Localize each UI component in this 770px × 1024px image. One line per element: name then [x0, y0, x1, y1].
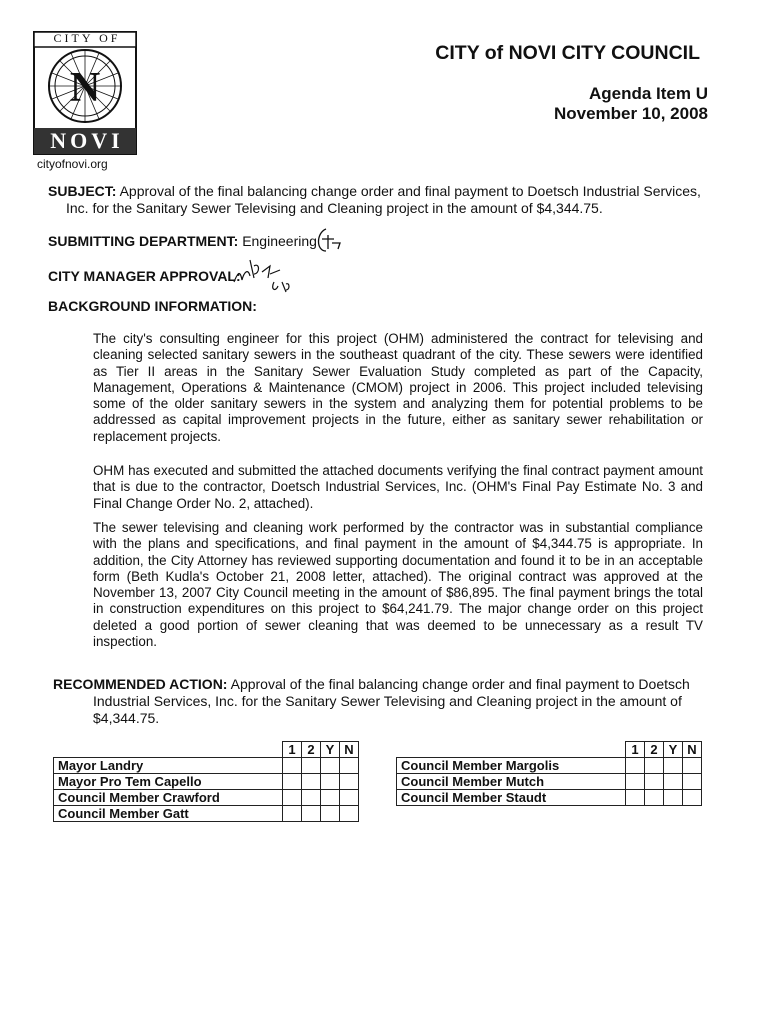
member-name: Council Member Mutch	[397, 774, 626, 790]
logo-text-top: CITY OF	[53, 31, 121, 45]
vote-header-row	[54, 742, 359, 758]
background-paragraph-3: The sewer televising and cleaning work performed by the contractor was in substantial compliance with the plans and specifications, and final payment in the amount of $4,344.75 is appropriate. In addition, the City Attorney has reviewed supporting documentation and found it to be in an acceptable form (Beth Kudla's October 21, 2008 letter, attached). The original contract was approved at the November 13, 2007 City Council meeting in the amount of $86,895. The final payment brings the total in construction expenditures on this project to $64,241.79. The major change order on this project deleted a good portion of sewer cleaning that was deemed to be unnecessary as a result TV inspection.	[93, 520, 703, 650]
agenda-item: Agenda Item U	[588, 84, 708, 103]
recommended-text-3: $4,344.75.	[93, 710, 160, 726]
logo-text-bottom: NOVI	[50, 128, 124, 153]
table-row	[54, 790, 359, 806]
department-label: SUBMITTING DEPARTMENT:	[48, 233, 239, 249]
table-row	[54, 758, 359, 774]
recommended-text-1: Approval of the final balancing change order and final payment to Doetsch	[230, 676, 690, 692]
table-row	[54, 774, 359, 790]
col-2: 2	[302, 742, 321, 758]
col-y: Y	[321, 742, 340, 758]
subject-line	[48, 183, 701, 200]
col-n: N	[340, 742, 359, 758]
col-2: 2	[645, 742, 664, 758]
approval-line	[48, 268, 241, 285]
approval-label: CITY MANAGER APPROVAL:	[48, 268, 241, 284]
member-name: Mayor Pro Tem Capello	[54, 774, 283, 790]
recommended-line	[53, 676, 690, 693]
col-1: 1	[283, 742, 302, 758]
recommended-text-2: Industrial Services, Inc. for the Sanitary Sewer Televising and Cleaning project in the amount of	[93, 693, 682, 709]
department-line	[48, 233, 317, 250]
col-y: Y	[664, 742, 683, 758]
vote-table-right	[396, 741, 702, 806]
department-signature	[312, 225, 348, 255]
col-1: 1	[626, 742, 645, 758]
approval-signature	[230, 252, 292, 298]
vote-table-left	[53, 741, 359, 822]
council-title: CITY of NOVI CITY COUNCIL	[435, 42, 700, 64]
member-name: Council Member Gatt	[54, 806, 283, 822]
subject-text-2: Inc. for the Sanitary Sewer Televising and Cleaning project in the amount of $4,344.75.	[66, 200, 603, 216]
table-row	[54, 806, 359, 822]
member-name: Council Member Margolis	[397, 758, 626, 774]
recommended-label: RECOMMENDED ACTION:	[53, 676, 228, 692]
background-heading: BACKGROUND INFORMATION:	[48, 298, 257, 314]
table-row	[397, 758, 702, 774]
website-url: cityofnovi.org	[37, 157, 108, 171]
background-paragraph-2: OHM has executed and submitted the attached documents verifying the final contract payment amount that is due to the contractor, Doetsch Industrial Services, Inc. (OHM's Final Pay Estimate No. 3 and Final Change Order No. 2, attached).	[93, 463, 703, 511]
member-name: Council Member Crawford	[54, 790, 283, 806]
member-name: Mayor Landry	[54, 758, 283, 774]
table-row	[397, 774, 702, 790]
department-value: Engineering	[242, 233, 317, 249]
vote-header-row	[397, 742, 702, 758]
member-name: Council Member Staudt	[397, 790, 626, 806]
subject-label: SUBJECT:	[48, 183, 117, 199]
meeting-date: November 10, 2008	[553, 104, 708, 123]
subject-text-1: Approval of the final balancing change order and final payment to Doetsch Industrial Services,	[119, 183, 701, 199]
svg-text:N: N	[69, 65, 101, 111]
background-paragraph-1: The city's consulting engineer for this project (OHM) administered the contract for televising and cleaning selected sanitary sewers in the southeast quadrant of the city. These sewers were identified as Tier II areas in the Sanitary Sewer Evaluation Study completed as part of the Capacity, Management, Operations & Maintenance (CMOM) project in 2006. This project included televising some of the older sanitary sewers in the system and analyzing them for potential problems to be addressed as capital improvement projects in the future, either as sanitary sewer rehabilitation or replacement projects.	[93, 331, 703, 444]
col-n: N	[683, 742, 702, 758]
table-row	[397, 790, 702, 806]
